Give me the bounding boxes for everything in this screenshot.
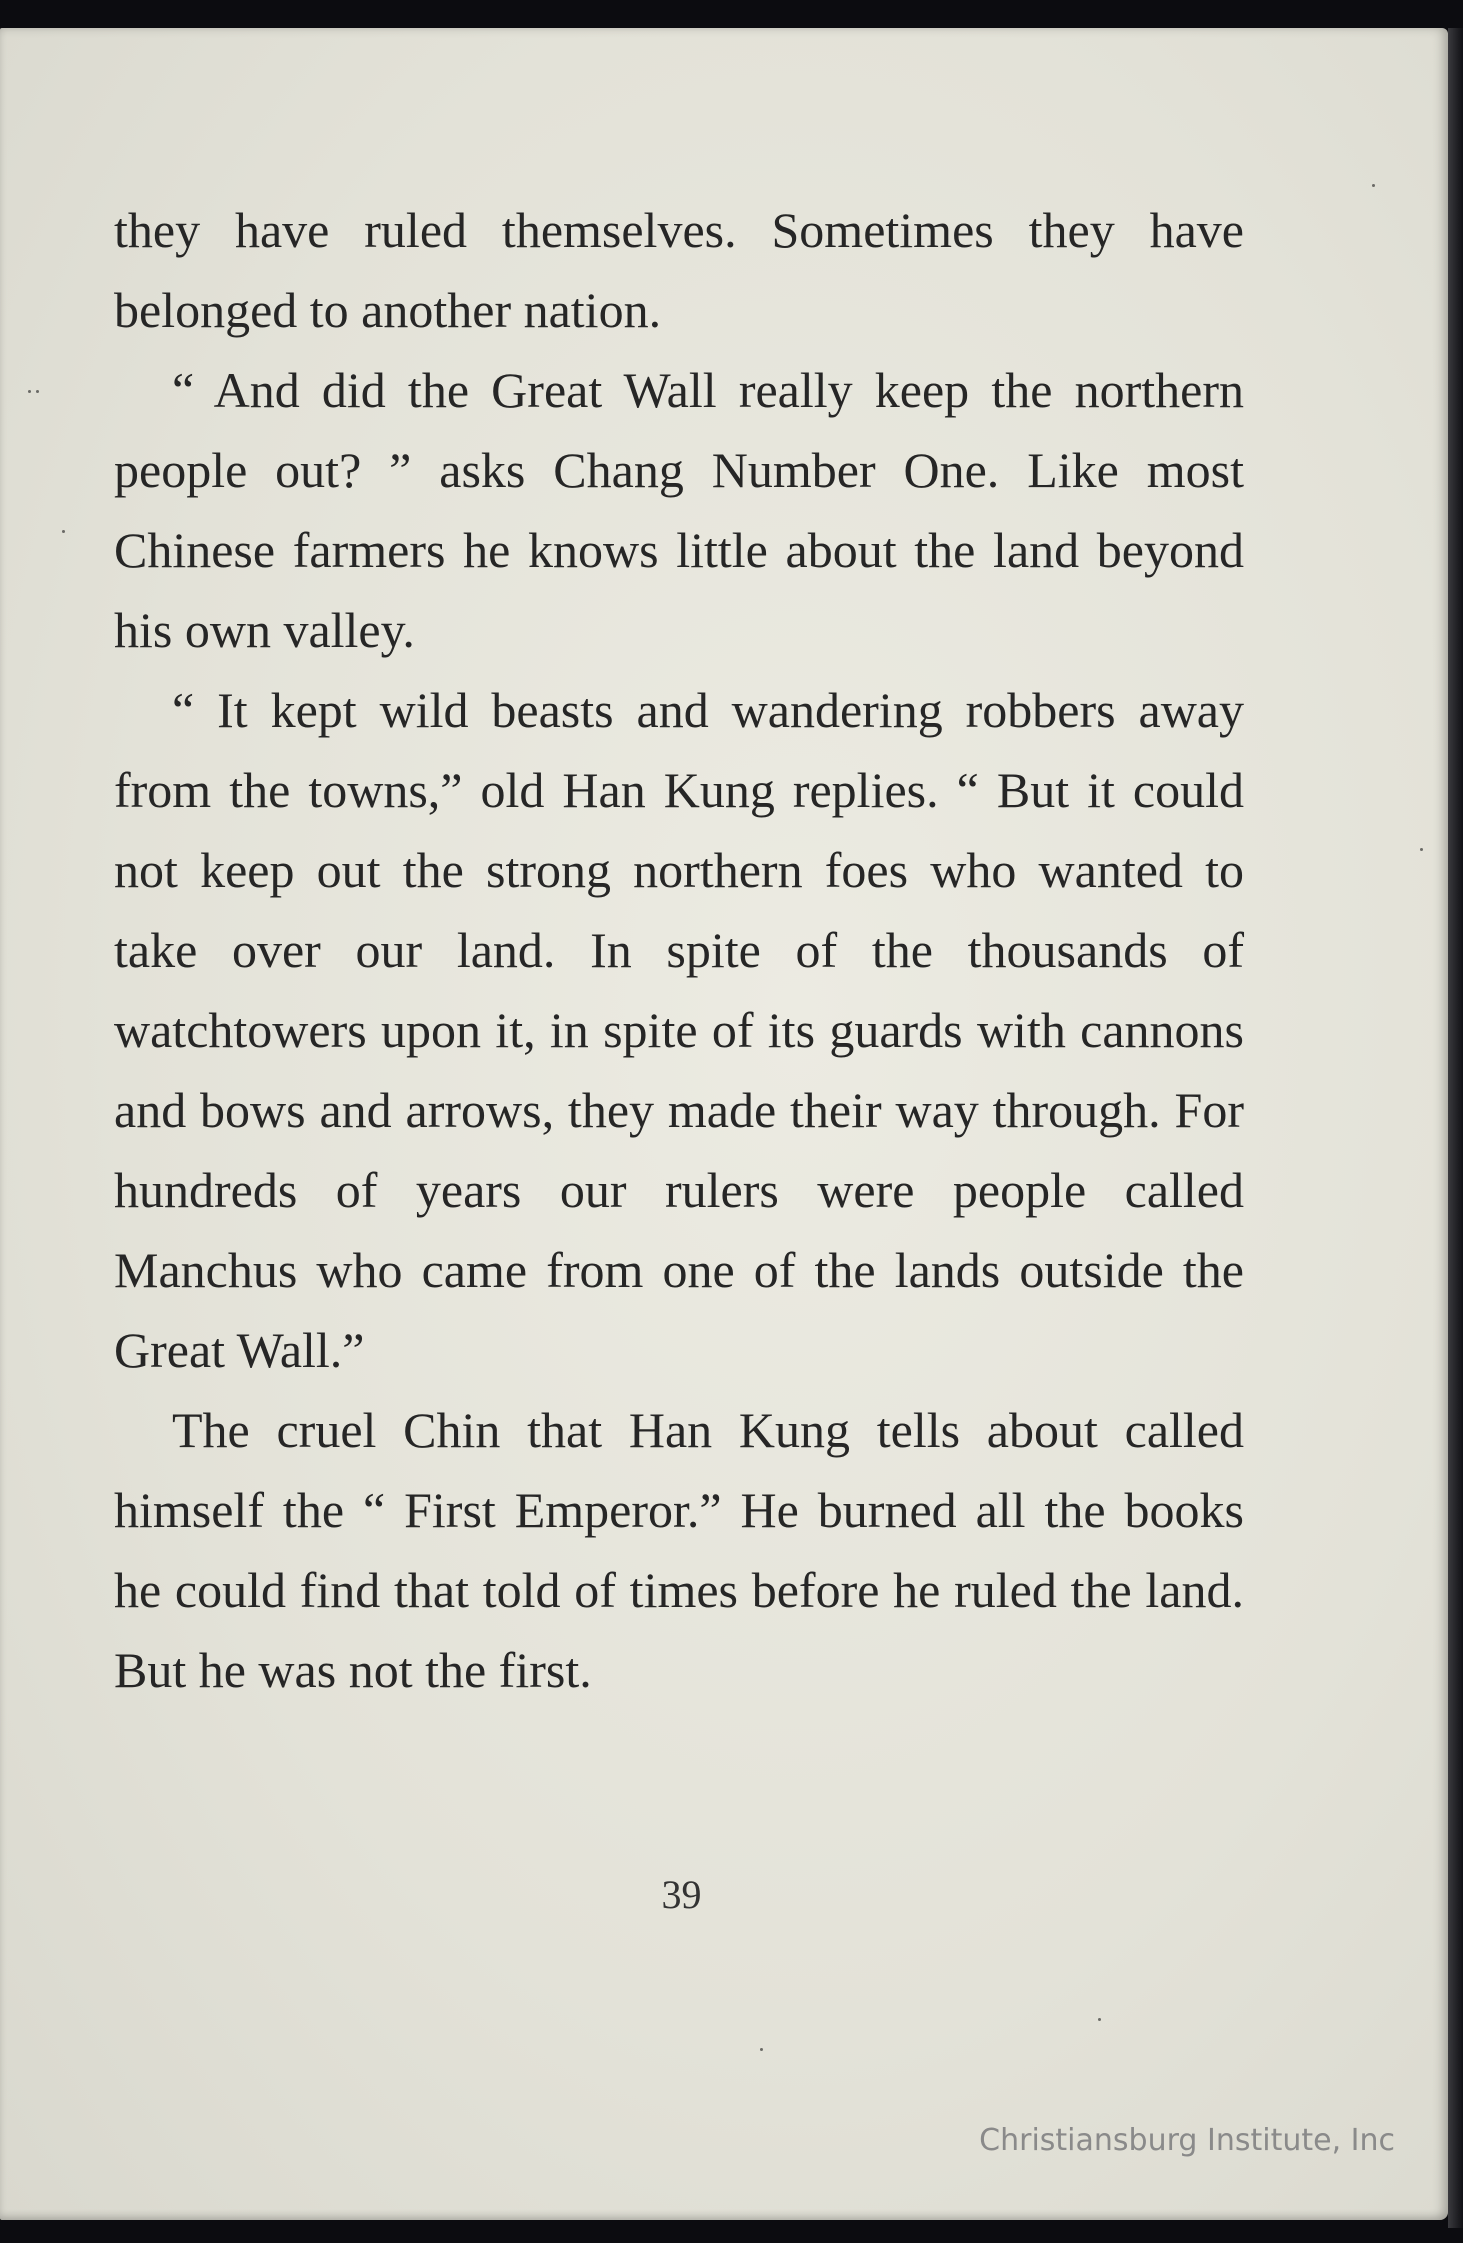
paragraph: The cruel Chin that Han Kung tells about called himself the “ First Emperor.” He burned all the books he could find that told of times before he ruled the land. But he was not the first. (114, 1402, 1244, 1698)
body-text (114, 190, 1244, 1710)
paper-speck (760, 2048, 763, 2051)
paper-speck (62, 530, 65, 533)
paper-speck (1372, 184, 1375, 187)
paper-speck (1098, 2018, 1101, 2021)
watermark: Christiansburg Institute, Inc (979, 2123, 1395, 2158)
paper-speck (28, 390, 31, 393)
paper-speck (36, 390, 39, 393)
paragraph: they have ruled themselves. Sometimes they have belonged to another nation. (114, 202, 1244, 338)
paragraph: “ And did the Great Wall really keep the northern people out? ” asks Chang Number One. Like most Chinese farmers he knows little about the land beyond his own valley. (114, 362, 1244, 658)
paragraph: “ It kept wild beasts and wandering robbers away from the towns,” old Han Kung replies. “ But it could not keep out the strong northern foes who wanted to take over our land. In spite of the thousands of watchtowers upon it, in spite of its guards with cannons and bows and arrows, they made their way through. For hundreds of years our rulers were people called Manchus who came from one of the lands outside the Great Wall.” (114, 682, 1244, 1378)
paper-speck (1420, 848, 1423, 851)
book-page (0, 28, 1448, 2220)
page-number: 39 (661, 1872, 702, 1917)
page-edge-shadow (1448, 28, 1463, 2228)
